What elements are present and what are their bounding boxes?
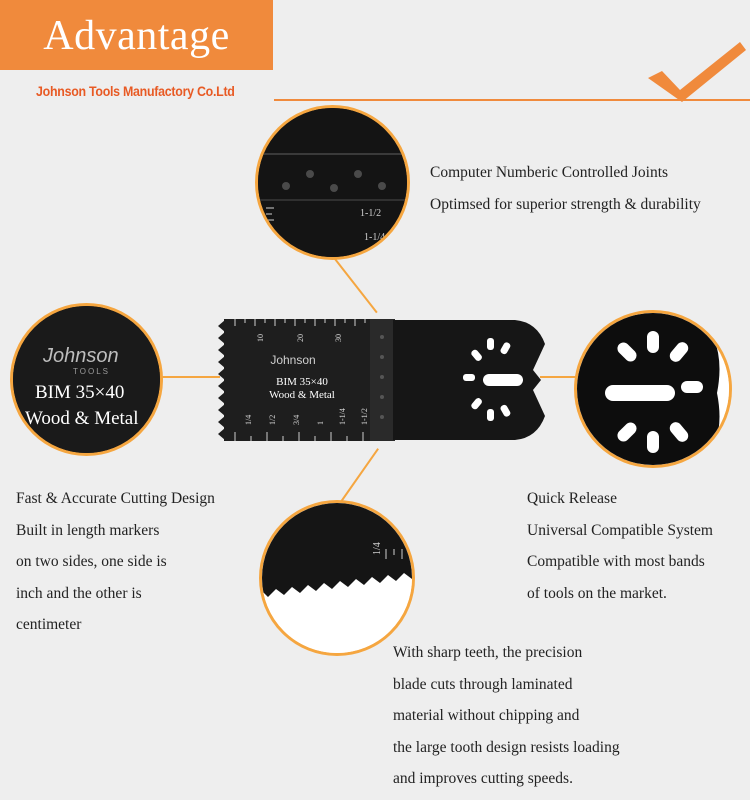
inch-mark-1: 1	[316, 421, 325, 425]
joints-closeup-image	[258, 108, 410, 260]
metric-mark-20: 20	[296, 334, 305, 342]
teeth-line-1: With sharp teeth, the precision	[393, 644, 583, 661]
cutting-line-4: inch and the other is	[16, 584, 142, 602]
joints-scale-1-1-2: 1-1/2	[360, 208, 382, 219]
page-title: Advantage	[43, 13, 230, 59]
connector-line-joints	[334, 258, 377, 313]
release-line-4: of tools on the market.	[527, 584, 667, 602]
label-brand: Johnson	[43, 345, 119, 367]
blade-model: BIM 35×40	[276, 376, 328, 388]
blade-image	[215, 312, 550, 447]
teeth-description	[393, 637, 620, 795]
blade-teeth-edge	[218, 320, 225, 440]
cutting-line-5: centimeter	[16, 616, 82, 633]
checkmark-icon	[640, 38, 750, 103]
circle-label-closeup	[10, 303, 163, 456]
joints-scale-1-1-4: 1-1/4	[364, 232, 386, 243]
teeth-line-3: material without chipping and	[393, 707, 580, 724]
label-material: Wood & Metal	[25, 408, 139, 429]
label-brand-sub: TOOLS	[73, 367, 110, 376]
connector-line-teeth	[337, 448, 379, 506]
blade-brand: Johnson	[270, 353, 316, 367]
teeth-line-2: blade cuts through laminated	[393, 675, 573, 693]
cutting-line-2: Built in length markers	[16, 521, 160, 539]
inch-mark-3-4: 3/4	[292, 414, 301, 425]
joints-description	[430, 157, 701, 220]
connector-line-label	[160, 376, 220, 378]
joints-line-1: Computer Numberic Controlled Joints	[430, 164, 669, 181]
metric-mark-30: 30	[334, 334, 343, 342]
inch-mark-1-2: 1/2	[268, 414, 277, 425]
cutting-line-1: Fast & Accurate Cutting Design	[16, 490, 215, 507]
blade-material: Wood & Metal	[269, 389, 335, 401]
label-model: BIM 35×40	[35, 382, 125, 403]
release-line-2: Universal Compatible System	[527, 521, 713, 539]
metric-mark-10: 10	[256, 334, 265, 342]
joints-line-2: Optimsed for superior strength & durability	[430, 195, 701, 213]
label-closeup-image	[13, 306, 163, 456]
inch-mark-1-1-2: 1-1/2	[360, 408, 369, 425]
circle-joints-closeup	[255, 105, 410, 260]
teeth-scale-1-4: 1/4	[372, 542, 383, 555]
teeth-line-5: and improves cutting speeds.	[393, 770, 573, 787]
company-name: Johnson Tools Manufactory Co.Ltd	[36, 84, 235, 99]
release-line-1: Quick Release	[527, 490, 617, 507]
inch-mark-1-1-4: 1-1/4	[338, 408, 347, 425]
circle-quick-release-closeup	[574, 310, 732, 468]
cutting-description	[16, 483, 215, 641]
cutting-line-3: on two sides, one side is	[16, 553, 167, 570]
teeth-closeup-image	[262, 503, 415, 656]
release-line-3: Compatible with most bands	[527, 553, 705, 570]
release-description	[527, 483, 713, 609]
teeth-line-4: the large tooth design resists loading	[393, 738, 620, 756]
inch-mark-1-4: 1/4	[244, 414, 253, 425]
circle-teeth-closeup	[259, 500, 415, 656]
quick-release-closeup-image	[577, 313, 732, 468]
